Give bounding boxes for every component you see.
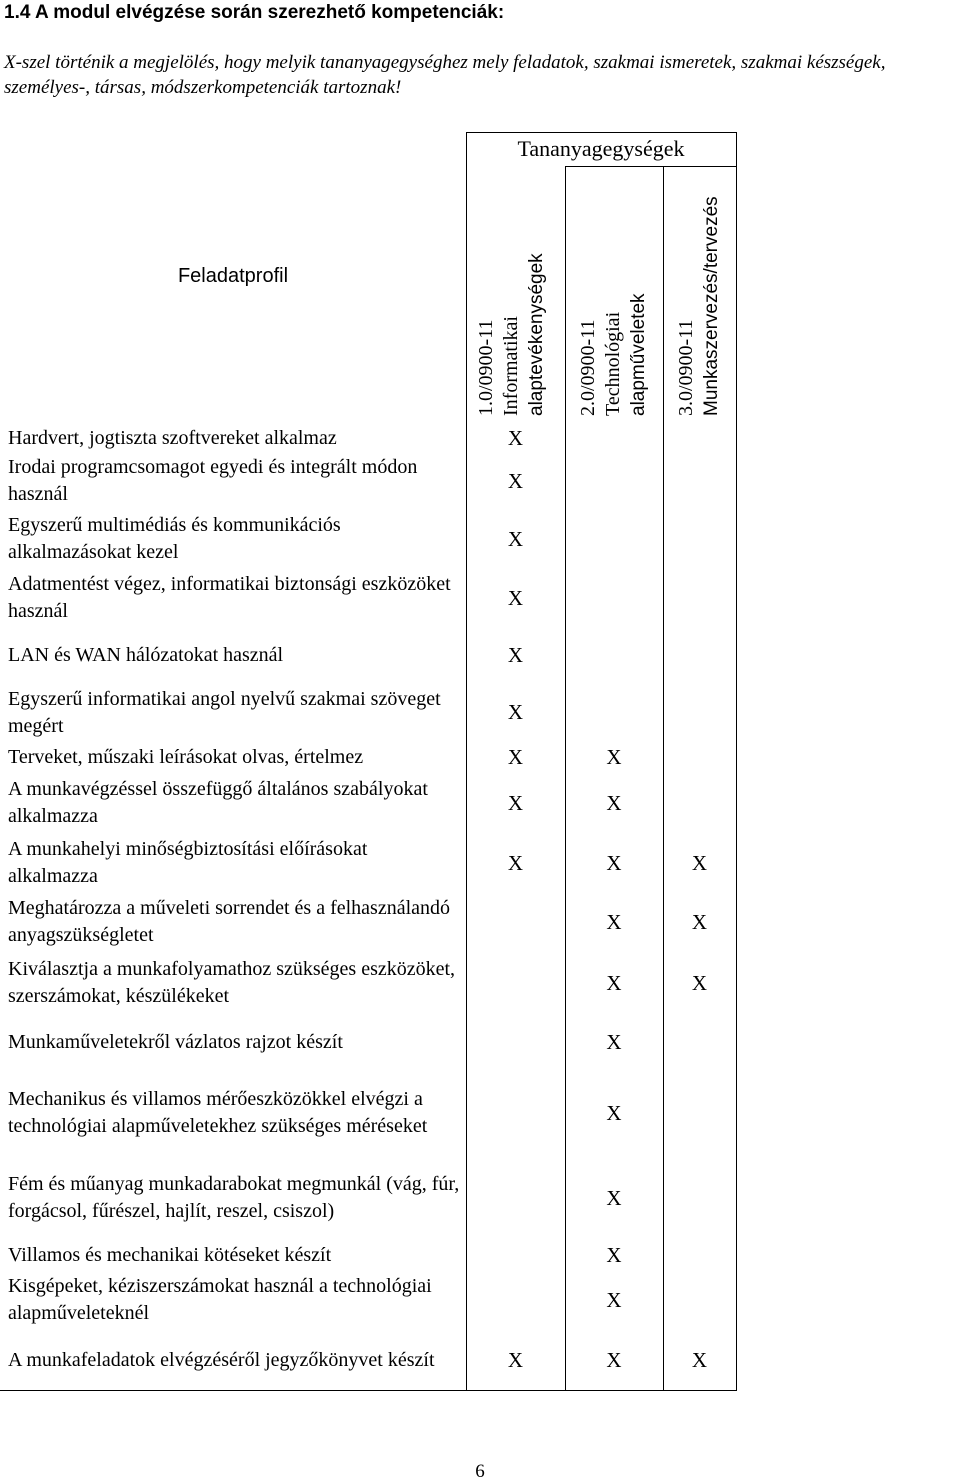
competency-mark-unit-2: X — [606, 1185, 622, 1210]
unit-2-code: 2.0/0900-11 — [577, 319, 599, 416]
table-row-label: Hardvert, jogtiszta szoftvereket alkalmaz — [8, 426, 337, 449]
unit-1-code: 1.0/0900-11 — [475, 319, 497, 416]
competency-mark-unit-1: X — [507, 850, 524, 875]
competency-mark-unit-3 — [663, 628, 736, 683]
competency-mark-unit-2: X — [606, 850, 622, 875]
table-row-label: Mechanikus és villamos mérőeszközökkel elvégzi a technológiai alapműveletekhez szükséges méréseket — [8, 1088, 428, 1137]
competency-mark-unit-2: X — [606, 1242, 622, 1267]
competency-mark-unit-2 — [565, 568, 663, 628]
competency-mark-unit-3 — [663, 452, 736, 510]
table-row-label: Egyszerű multimédiás és kommunikációs alkalmazásokat kezel — [8, 514, 341, 563]
competency-mark-unit-1: X — [507, 1347, 524, 1372]
competency-mark-unit-3 — [663, 1270, 736, 1330]
competency-mark-unit-3 — [663, 1240, 736, 1270]
competency-mark-unit-1 — [466, 1270, 565, 1330]
competency-mark-unit-1: X — [507, 643, 524, 667]
competency-mark-unit-1 — [466, 1240, 565, 1270]
competency-mark-unit-3 — [663, 683, 736, 742]
competency-mark-unit-3: X — [691, 909, 708, 934]
section-heading: 1.4 A modul elvégzése során szerezhető kompetenciák: — [4, 2, 505, 23]
unit-2-line3: alapműveletek — [628, 293, 649, 416]
competency-mark-unit-3: X — [691, 1347, 708, 1372]
profile-header-text: Feladatprofil — [177, 264, 289, 287]
competency-mark-unit-2: X — [606, 1029, 622, 1054]
competency-mark-unit-2 — [565, 424, 663, 452]
table-row-label: A munkahelyi minőségbiztosítási előírásokat alkalmazza — [8, 838, 368, 887]
competency-mark-unit-3 — [663, 1156, 736, 1240]
competency-mark-unit-2: X — [606, 1347, 622, 1372]
unit-2-line2: Technológiai — [602, 311, 624, 416]
competency-mark-unit-2: X — [606, 790, 622, 815]
competency-mark-unit-2: X — [606, 744, 622, 769]
table-bottom-border — [0, 1390, 737, 1391]
competency-mark-unit-3: X — [691, 850, 708, 875]
competency-mark-unit-2 — [565, 628, 663, 683]
competency-mark-unit-2 — [565, 510, 663, 568]
competency-mark-unit-3: X — [691, 970, 708, 995]
competency-mark-unit-1: X — [507, 526, 524, 551]
table-row-label: Kisgépeket, kéziszerszámokat használ a technológiai alapműveleteknél — [8, 1275, 432, 1324]
table-row-label: LAN és WAN hálózatokat használ — [8, 644, 284, 666]
competency-mark-unit-1 — [466, 952, 565, 1014]
table-right-border — [736, 132, 737, 1390]
units-header: Tananyagegységek — [517, 136, 685, 161]
competency-mark-unit-2: X — [606, 970, 622, 995]
competency-mark-unit-1: X — [507, 744, 524, 769]
intro-paragraph: X-szel történik a megjelölés, hogy melyik tananyagegységhez mely feladatok, szakmai ismeretek, szakmai készségek, személyes-, társas, módszerkompetenciák tartoznak! — [4, 52, 886, 98]
unit-1-line2: Informatikai — [500, 316, 522, 416]
competency-mark-unit-1 — [466, 1070, 565, 1156]
competency-mark-unit-1: X — [507, 425, 524, 450]
competency-mark-unit-3 — [663, 772, 736, 834]
competency-mark-unit-1: X — [507, 585, 524, 610]
competency-mark-unit-3 — [663, 742, 736, 772]
competency-mark-unit-3 — [663, 568, 736, 628]
table-row-label: Terveket, műszaki leírásokat olvas, értelmez — [8, 745, 364, 768]
unit-header-2 — [576, 206, 651, 416]
table-row-label: Munkaműveletekről vázlatos rajzot készít — [8, 1030, 343, 1053]
competency-mark-unit-3 — [663, 1070, 736, 1156]
competency-mark-unit-1 — [466, 1014, 565, 1070]
competency-mark-unit-1: X — [507, 468, 524, 493]
table-row-label: Egyszerű informatikai angol nyelvű szakmai szöveget megért — [8, 687, 441, 737]
competency-mark-unit-1: X — [507, 790, 524, 815]
table-row-label: A munkafeladatok elvégzéséről jegyzőkönyvet készít — [8, 1348, 435, 1371]
unit-header-3 — [674, 166, 724, 416]
competency-mark-unit-1: X — [507, 700, 524, 724]
table-row-label: Adatmentést végez, informatikai biztonsági eszközöket használ — [8, 573, 451, 622]
competency-mark-unit-3 — [663, 510, 736, 568]
table-row-label: Fém és műanyag munkadarabokat megmunkál (vág, fúr, forgácsol, fűrészel, hajlít, reszel, csiszol) — [8, 1173, 460, 1222]
competency-mark-unit-1 — [466, 1156, 565, 1240]
competency-mark-unit-2: X — [606, 909, 622, 934]
table-row-label: Irodai programcsomagot egyedi és integrált módon használ — [8, 456, 418, 505]
competency-mark-unit-2: X — [606, 1287, 622, 1312]
competency-mark-unit-2: X — [606, 1100, 622, 1125]
table-row-label: Villamos és mechanikai kötéseket készít — [8, 1243, 332, 1266]
page-number: 6 — [475, 1461, 485, 1482]
competency-mark-unit-3 — [663, 1014, 736, 1070]
table-row-label: Kiválasztja a munkafolyamathoz szükséges eszközöket, szerszámokat, készülékeket — [8, 958, 456, 1007]
unit-3-line2: Munkaszervezés/tervezés — [701, 196, 722, 416]
competency-mark-unit-3 — [663, 424, 736, 452]
competency-mark-unit-2 — [565, 683, 663, 742]
table-row-label: Meghatározza a műveleti sorrendet és a felhasználandó anyagszükségletet — [8, 897, 451, 946]
unit-1-line3: alaptevékenységek — [526, 253, 547, 416]
competency-mark-unit-2 — [565, 452, 663, 510]
unit-3-code: 3.0/0900-11 — [675, 319, 697, 416]
competency-mark-unit-1 — [466, 892, 565, 952]
unit-header-1 — [474, 206, 549, 416]
table-row-label: A munkavégzéssel összefüggő általános szabályokat alkalmazza — [8, 778, 428, 827]
profile-header — [0, 132, 466, 420]
